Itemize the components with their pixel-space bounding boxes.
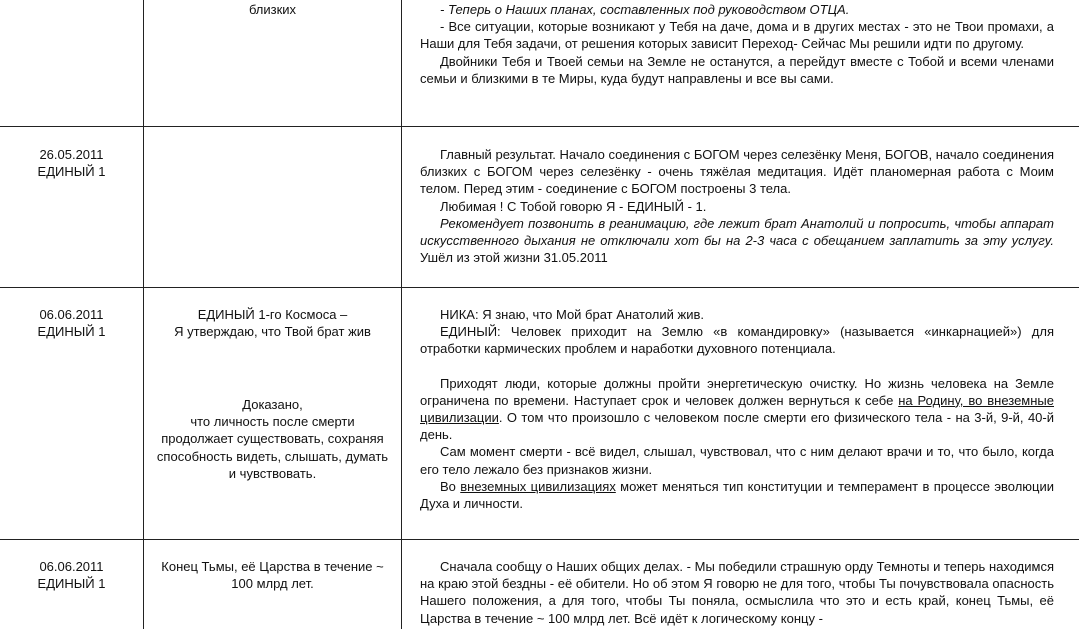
text-run: . О том что произошло с человеком после смерти его физического тела - на 3-й, 9-й, 40-й день. (420, 410, 1054, 443)
row-1-text (420, 146, 1054, 266)
row-2-text (420, 306, 1054, 512)
row-divider-3 (0, 539, 1079, 540)
row-2-author: ЕДИНЫЙ 1 (37, 324, 106, 340)
text-run: Главный результат. Начало соединения с БОГОМ через селезёнку Меня, БОГОВ, начало соединения близких с БОГОМ через селезёнку - очень тяжёлая медитация. Идёт планомерная работа с Моим телом. Перед этим - соединение с БОГОМ построены 3 тела. (420, 147, 1054, 197)
row-3-author: ЕДИНЫЙ 1 (37, 576, 106, 592)
text-run: Сам момент смерти - всё видел, слышал, чувствовал, что с ним делают врачи и то, что было, когда его тело лежало без признаков жизни. (420, 444, 1054, 477)
row-divider-1 (0, 126, 1079, 127)
text-run: Ушёл из этой жизни 31.05.2011 (420, 250, 608, 266)
text-run: - Все ситуации, которые возникают у Тебя на даче, дома и в других местах - это не Твои промахи, а Наши для Тебя задачи, от решения которых зависит Переход- Сейчас Мы решили идти по другому. (420, 19, 1054, 52)
row-2-summary-top (144, 306, 401, 340)
row-3-text (420, 558, 1054, 627)
paragraph (420, 306, 1054, 323)
paragraph (420, 146, 1054, 198)
text-run: Сначала сообщу о Наших общих делах. - Мы победили страшную орду Темноты и теперь находимся на краю этой бездны - её обители. Но об этом Я говорю не для того, чтобы Ты почувствовала опасность Нашего положения, а для того, чтобы Ты поняла, осмыслила что это и есть край, конец Тьмы, её Царства в течение ~ 100 млрд лет. Всё идёт к логическому концу - (420, 559, 1054, 626)
row-0-text (420, 1, 1054, 87)
text-run: Любимая ! С Тобой говорю Я - ЕДИНЫЙ - 1. (440, 198, 707, 214)
paragraph (420, 375, 1054, 444)
summary-line: Я утверждаю, что Твой брат жив (174, 324, 371, 340)
row-3-date: 06.06.2011 (39, 559, 104, 574)
row-1-date: 26.05.2011 (39, 147, 104, 162)
paragraph (420, 215, 1054, 267)
summary-line: близких (248, 2, 297, 17)
summary-line: Конец Тьмы, её Царства в течение ~ (161, 559, 384, 574)
paragraph-gap (420, 358, 1054, 375)
row-0-summary (144, 1, 401, 18)
text-run: Приходят люди, которые должны пройти энергетическую очистку. Но жизнь человека на Земле ограничена по времени. Наступает срок и человек должен вернуться к себе (420, 375, 1054, 408)
text-run: Рекомендует позвонить в реанимацию, где лежит брат Анатолий и попросить, чтобы аппарат искусственного дыхания не отключали хот бы на 2-3 часа с обещанием заплатить за эту услугу. (420, 215, 1054, 249)
text-run: - Теперь о Наших планах, составленных под руководством ОТЦА. (440, 2, 850, 17)
text-run: Двойники Тебя и Твоей семьи на Земле не останутся, а перейдут вместе с Тобой и всеми членами семьи и близкими в те Миры, куда будут направлены и все вы сами. (420, 53, 1054, 86)
column-divider-2 (401, 0, 402, 629)
text-run: НИКА: Я знаю, что Мой брат Анатолий жив. (440, 307, 704, 322)
row-2-date: 06.06.2011 (39, 307, 104, 322)
summary-line: 100 млрд лет. (231, 576, 314, 592)
text-run: может меняться тип конституции и темперамент в процессе эволюции Духа и личности. (420, 478, 1055, 512)
summary-line: Доказано, (242, 397, 303, 412)
text-run: внеземных цивилизациях (460, 478, 616, 494)
paragraph (420, 53, 1054, 87)
row-2-summary-bottom (144, 396, 401, 482)
summary-line: ЕДИНЫЙ 1-го Космоса – (197, 307, 348, 322)
paragraph (420, 443, 1054, 477)
summary-line: способность видеть, слышать, думать (156, 448, 389, 464)
row-divider-2 (0, 287, 1079, 288)
paragraph (420, 18, 1054, 52)
row-3-meta (0, 558, 143, 592)
summary-line: что личность после смерти (190, 414, 355, 430)
row-2-meta (0, 306, 143, 340)
paragraph (420, 1, 1054, 18)
text-run: Во (440, 478, 461, 494)
paragraph (420, 558, 1054, 627)
text-run: ЕДИНЫЙ: Человек приходит на Землю «в командировку» (называется «инкарнацией») для отработки кармических проблем и наработки духовного потенциала. (420, 324, 1054, 357)
text-run: на Родину, во внеземные цивилизации (420, 392, 1054, 426)
paragraph (420, 323, 1054, 357)
paragraph (420, 478, 1054, 512)
summary-line: и чувствовать. (228, 465, 317, 481)
summary-line: продолжает существовать, сохраняя (161, 431, 384, 447)
row-1-author: ЕДИНЫЙ 1 (37, 164, 106, 180)
paragraph (420, 198, 1054, 215)
row-3-summary (144, 558, 401, 592)
row-1-meta (0, 146, 143, 180)
